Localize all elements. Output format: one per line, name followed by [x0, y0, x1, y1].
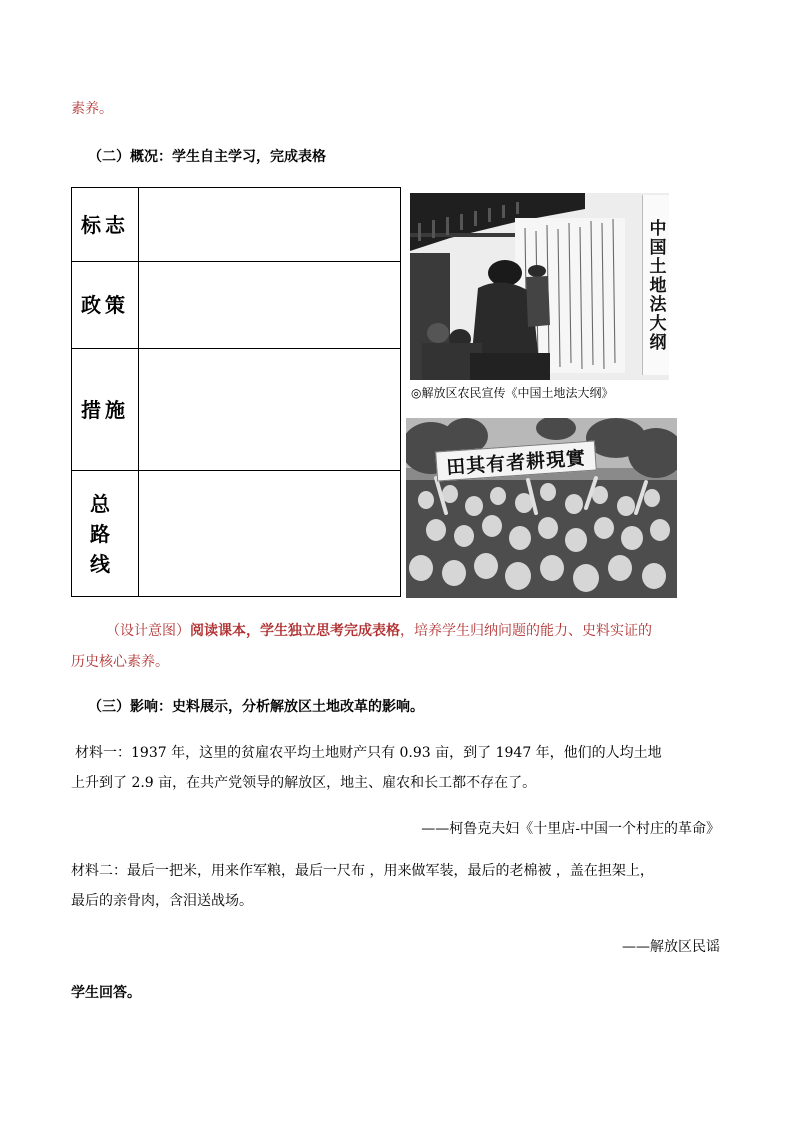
- row-label: 政策: [72, 262, 139, 349]
- table-row: [72, 349, 401, 471]
- table-row: [72, 471, 401, 597]
- material1-line2: 上升到了 2.9 亩，在共产党领导的解放区，地主、雇农和长工都不存在了。: [71, 775, 537, 791]
- row-answer-cell[interactable]: [139, 349, 401, 471]
- section2-heading: （二）概况：学生自主学习，完成表格: [88, 149, 326, 165]
- land-law-propaganda-photo: [410, 193, 669, 380]
- design-intent-part2: ，学生: [246, 623, 288, 639]
- design-intent-line2: 历史核心素养。: [71, 654, 169, 670]
- design-intent-prefix: （设计意图）: [106, 623, 190, 639]
- material2-line1: 材料二：最后一把米，用来作军粮，最后一尺布 ，用来做军装，最后的老棉被 ，盖在担架上，: [71, 863, 654, 879]
- row-label: 措施: [72, 349, 139, 471]
- row-answer-cell[interactable]: [139, 471, 401, 597]
- overview-table: [71, 187, 401, 597]
- row-answer-cell[interactable]: [139, 188, 401, 262]
- design-intent-part4: ，培养学生归纳问题的能力、史料实证的: [400, 623, 652, 639]
- design-intent-line1: [106, 621, 652, 641]
- material2-source: ——解放区民谣: [622, 939, 720, 955]
- material2-line2: 最后的亲骨肉，含泪送战场。: [71, 893, 253, 909]
- row-answer-cell[interactable]: [139, 262, 401, 349]
- design-intent-part1: 阅读课本: [190, 623, 246, 639]
- top-line: 素养。: [71, 101, 113, 117]
- table-row: [72, 188, 401, 262]
- material1-line1: 材料一：1937 年，这里的贫雇农平均土地财产只有 0.93 亩，到了 1947 年，他们的人均土地: [75, 745, 662, 761]
- row-label: 总路线: [72, 471, 139, 597]
- photo1-caption: ◎解放区农民宣传《中国土地法大纲》: [411, 386, 614, 400]
- land-to-tiller-rally-photo: [406, 418, 677, 598]
- design-intent-part3: 独立思考完成表格: [288, 623, 400, 639]
- material1-source: ——柯鲁克夫妇《十里店-中国一个村庄的革命》: [421, 821, 720, 837]
- closing-line: 学生回答。: [71, 985, 141, 1001]
- section3-heading: （三）影响：史料展示，分析解放区土地改革的影响。: [88, 699, 424, 715]
- rally-banner: 田其有者耕現實: [435, 440, 597, 481]
- land-law-sign: 中国土地法大纲: [642, 195, 669, 375]
- table-row: [72, 262, 401, 349]
- row-label: 标志: [72, 188, 139, 262]
